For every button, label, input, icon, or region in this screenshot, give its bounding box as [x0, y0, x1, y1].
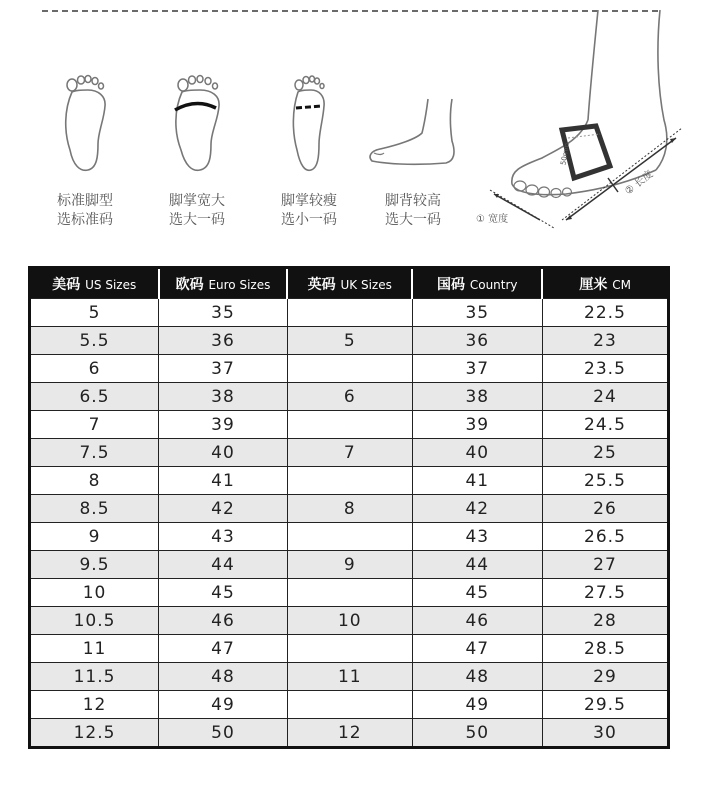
uk-size-cell: 7: [287, 439, 412, 467]
euro-size-cell: 45: [159, 579, 288, 607]
country-size-cell: 40: [412, 439, 542, 467]
cm-size-cell: 30: [542, 719, 668, 748]
country-size-cell: 50: [412, 719, 542, 748]
uk-size-cell: 8: [287, 495, 412, 523]
cm-size-cell: 28: [542, 607, 668, 635]
country-size-cell: 41: [412, 467, 542, 495]
table-row: [30, 467, 669, 495]
uk-size-cell: 10: [287, 607, 412, 635]
header-en: UK Sizes: [340, 277, 392, 292]
us-size-cell: 9.5: [30, 551, 159, 579]
shoe-size-table: [28, 266, 670, 749]
us-size-cell: 12.5: [30, 719, 159, 748]
header-uk-sizes: [287, 268, 412, 299]
uk-size-cell: 12: [287, 719, 412, 748]
country-size-cell: 48: [412, 663, 542, 691]
length-label: ② 长度: [623, 168, 656, 198]
table-body: [30, 299, 669, 748]
euro-size-cell: 48: [159, 663, 288, 691]
euro-size-cell: 42: [159, 495, 288, 523]
cm-size-cell: 24.5: [542, 411, 668, 439]
table-header-row: [30, 268, 669, 299]
foot-type-line1: 脚背较高: [385, 193, 441, 209]
foot-type-line2: 选标准码: [57, 212, 113, 228]
us-size-cell: 7.5: [30, 439, 159, 467]
cm-size-cell: 29.5: [542, 691, 668, 719]
country-size-cell: 36: [412, 327, 542, 355]
foot-type-line1: 标准脚型: [57, 193, 113, 209]
cm-size-cell: 27.5: [542, 579, 668, 607]
country-size-cell: 35: [412, 299, 542, 327]
cm-size-cell: 23.5: [542, 355, 668, 383]
country-size-cell: 47: [412, 635, 542, 663]
country-size-cell: 45: [412, 579, 542, 607]
euro-size-cell: 47: [159, 635, 288, 663]
header-cm: [542, 268, 668, 299]
uk-size-cell: [287, 635, 412, 663]
euro-size-cell: 50: [159, 719, 288, 748]
euro-size-cell: 37: [159, 355, 288, 383]
euro-size-cell: 46: [159, 607, 288, 635]
header-country: [412, 268, 542, 299]
euro-size-cell: 49: [159, 691, 288, 719]
cm-size-cell: 25.5: [542, 467, 668, 495]
us-size-cell: 10: [30, 579, 159, 607]
tape-label: 50mm: [559, 142, 572, 166]
us-size-cell: 11.5: [30, 663, 159, 691]
foot-type-line1: 脚掌较瘦: [281, 193, 337, 209]
euro-size-cell: 38: [159, 383, 288, 411]
table-row: [30, 383, 669, 411]
table-row: [30, 579, 669, 607]
country-size-cell: 37: [412, 355, 542, 383]
foot-type-label-standard: [30, 192, 140, 230]
country-size-cell: 43: [412, 523, 542, 551]
country-size-cell: 49: [412, 691, 542, 719]
us-size-cell: 11: [30, 635, 159, 663]
cm-size-cell: 25: [542, 439, 668, 467]
header-cn: 欧码: [175, 276, 204, 293]
foot-type-label-high-instep: [358, 192, 468, 230]
country-size-cell: 46: [412, 607, 542, 635]
header-euro-sizes: [159, 268, 288, 299]
euro-size-cell: 40: [159, 439, 288, 467]
foot-type-label-narrow: [254, 192, 364, 230]
cm-size-cell: 22.5: [542, 299, 668, 327]
uk-size-cell: [287, 299, 412, 327]
table-row: [30, 719, 669, 748]
header-cn: 美码: [52, 276, 81, 293]
header-cn: 英码: [307, 276, 336, 293]
uk-size-cell: [287, 579, 412, 607]
us-size-cell: 8.5: [30, 495, 159, 523]
cm-size-cell: 24: [542, 383, 668, 411]
us-size-cell: 5.5: [30, 327, 159, 355]
table-row: [30, 411, 669, 439]
uk-size-cell: 11: [287, 663, 412, 691]
us-size-cell: 9: [30, 523, 159, 551]
uk-size-cell: [287, 691, 412, 719]
euro-size-cell: 43: [159, 523, 288, 551]
cm-size-cell: 26: [542, 495, 668, 523]
header-cn: 国码: [436, 276, 465, 293]
header-en: CM: [612, 277, 632, 292]
euro-size-cell: 35: [159, 299, 288, 327]
header-en: Country: [469, 277, 518, 292]
cm-size-cell: 26.5: [542, 523, 668, 551]
table-row: [30, 327, 669, 355]
cm-size-cell: 23: [542, 327, 668, 355]
euro-size-cell: 36: [159, 327, 288, 355]
header-us-sizes: [30, 268, 159, 299]
us-size-cell: 7: [30, 411, 159, 439]
uk-size-cell: [287, 523, 412, 551]
table-row: [30, 439, 669, 467]
us-size-cell: 5: [30, 299, 159, 327]
us-size-cell: 6: [30, 355, 159, 383]
euro-size-cell: 44: [159, 551, 288, 579]
foot-type-line1: 脚掌宽大: [169, 193, 225, 209]
us-size-cell: 10.5: [30, 607, 159, 635]
uk-size-cell: 9: [287, 551, 412, 579]
uk-size-cell: 5: [287, 327, 412, 355]
width-label: ① 宽度: [476, 214, 509, 225]
country-size-cell: 42: [412, 495, 542, 523]
country-size-cell: 38: [412, 383, 542, 411]
header-en: Euro Sizes: [208, 277, 271, 292]
wide-foot-icon: [170, 70, 224, 175]
foot-type-label-wide: [142, 192, 252, 230]
high-instep-foot-icon: [362, 95, 462, 170]
table-row: [30, 663, 669, 691]
table-row: [30, 607, 669, 635]
table-row: [30, 635, 669, 663]
foot-type-line2: 选小一码: [281, 212, 337, 228]
narrow-foot-icon: [282, 70, 336, 175]
us-size-cell: 8: [30, 467, 159, 495]
standard-foot-icon: [58, 70, 112, 175]
euro-size-cell: 41: [159, 467, 288, 495]
uk-size-cell: [287, 467, 412, 495]
country-size-cell: 44: [412, 551, 542, 579]
euro-size-cell: 39: [159, 411, 288, 439]
table-row: [30, 551, 669, 579]
header-en: US Sizes: [85, 277, 137, 292]
uk-size-cell: [287, 411, 412, 439]
uk-size-cell: [287, 355, 412, 383]
cm-size-cell: 29: [542, 663, 668, 691]
cm-size-cell: 27: [542, 551, 668, 579]
header-cn: 厘米: [579, 276, 608, 293]
table-row: [30, 299, 669, 327]
us-size-cell: 12: [30, 691, 159, 719]
table-row: [30, 691, 669, 719]
cm-size-cell: 28.5: [542, 635, 668, 663]
table-row: [30, 495, 669, 523]
country-size-cell: 39: [412, 411, 542, 439]
table-row: [30, 355, 669, 383]
foot-type-line2: 选大一码: [385, 212, 441, 228]
us-size-cell: 6.5: [30, 383, 159, 411]
foot-type-line2: 选大一码: [169, 212, 225, 228]
foot-measurement-diagram: [470, 10, 690, 250]
uk-size-cell: 6: [287, 383, 412, 411]
table-row: [30, 523, 669, 551]
